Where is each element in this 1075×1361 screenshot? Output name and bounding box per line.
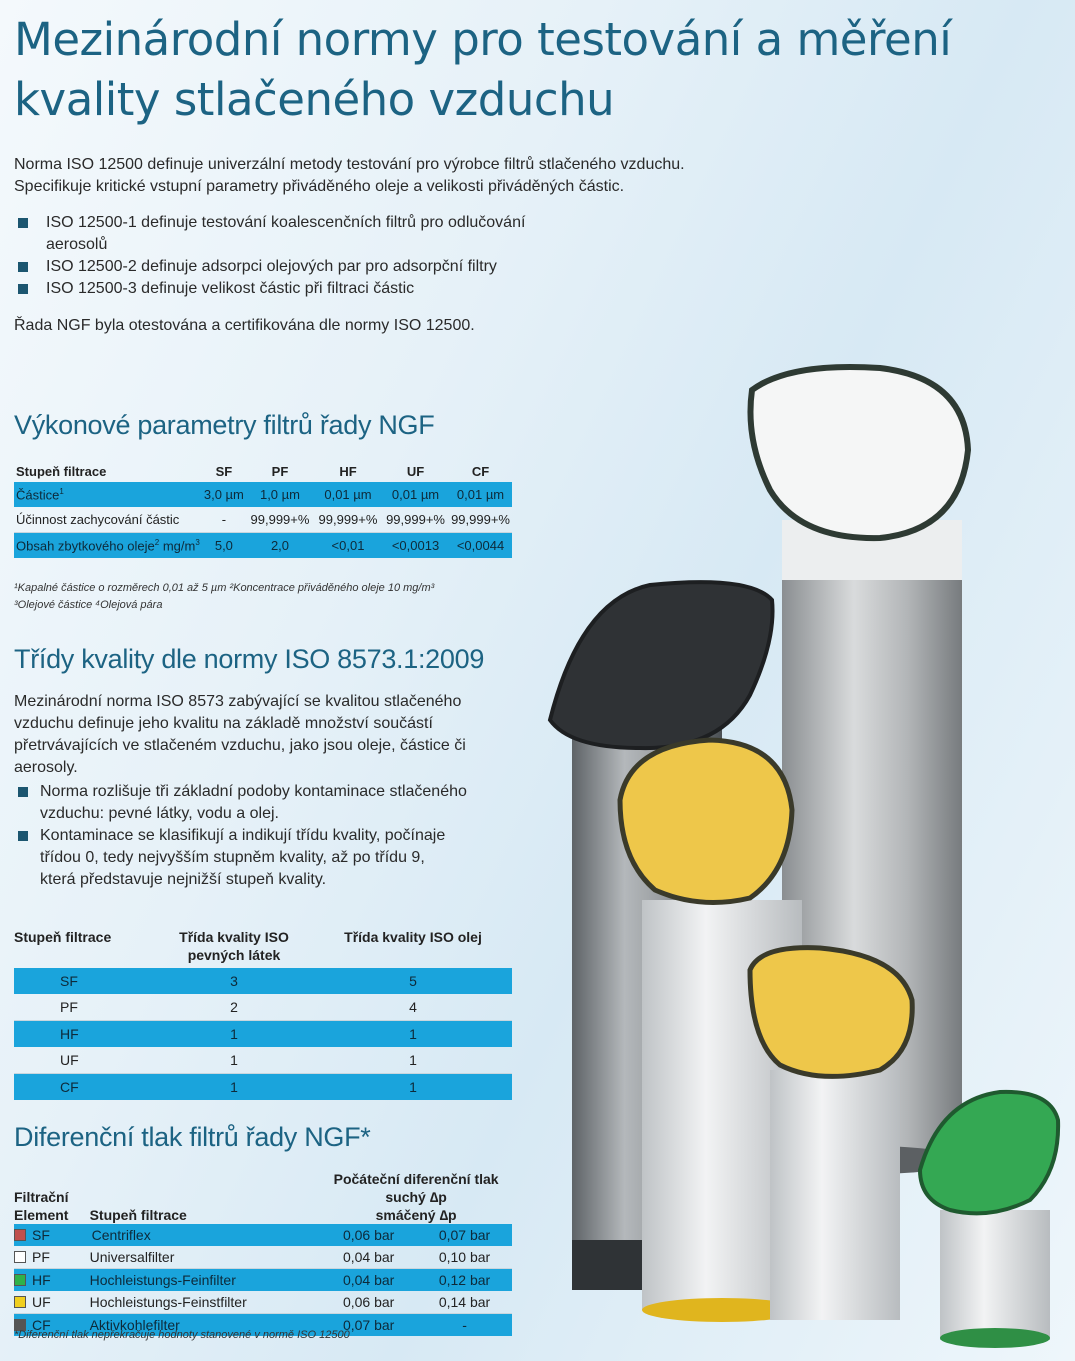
list-item: ISO 12500-2 definuje adsorpci olejových par pro adsorpční filtry bbox=[14, 256, 574, 278]
pressure-table bbox=[14, 1170, 512, 1336]
green-filter bbox=[920, 1092, 1058, 1348]
column-header: CF bbox=[471, 463, 490, 479]
column-header: UF bbox=[406, 463, 425, 479]
intro-line2: Specifikuje kritické vstupní parametry přiváděného oleje a velikosti přiváděných částic. bbox=[14, 178, 625, 195]
column-header: SF bbox=[215, 463, 233, 479]
swatch-icon bbox=[14, 1296, 26, 1308]
bullet-square-icon bbox=[18, 218, 28, 228]
table-cell: 0,01 µm bbox=[449, 482, 512, 507]
column-header: Stupeň filtrace bbox=[89, 1207, 187, 1223]
table-row: PF Universalfilter 0,04 bar 0,10 bar bbox=[14, 1246, 512, 1269]
table-cell: 99,999+% bbox=[382, 507, 449, 533]
column-header: Stupeň filtrace bbox=[14, 929, 112, 945]
row-label: Částice$^1$ bbox=[14, 482, 202, 507]
table-row bbox=[14, 533, 512, 559]
table-header-row bbox=[14, 1170, 512, 1224]
column-header: Stupeň filtrace bbox=[16, 463, 107, 479]
list-item: Kontaminace se klasifikují a indikují třídu kvality, počínaje třídou 0, tedy nejvyšším stupněm kvality, až po třídu 9, která představuje nejnižší stupeň kvality. bbox=[14, 825, 534, 891]
column-header: Třída kvality ISO olej bbox=[344, 929, 482, 945]
performance-table bbox=[14, 460, 512, 558]
bullet-square-icon bbox=[18, 831, 28, 841]
swatch-icon bbox=[14, 1251, 26, 1263]
table-cell: 99,999+% bbox=[246, 507, 314, 533]
table-row: SF 3 5 bbox=[14, 968, 512, 994]
intro-paragraph bbox=[14, 154, 685, 198]
table-header-row bbox=[14, 928, 512, 968]
certification-note: Řada NGF byla otestována a certifikována dle normy ISO 12500. bbox=[14, 317, 475, 334]
iso12500-list bbox=[14, 212, 574, 300]
table-cell: 3,0 µm bbox=[202, 482, 246, 507]
pressure-footnote: *Diferenční tlak nepřekračuje hodnoty stanovené v normě ISO 12500 bbox=[14, 1329, 350, 1341]
pressure-heading: Diferenční tlak filtrů řady NGF* bbox=[14, 1122, 371, 1152]
filter-elements-image bbox=[520, 350, 1075, 1361]
table-cell: 0,01 µm bbox=[314, 482, 382, 507]
column-header: Třída kvality ISO pevných látek bbox=[179, 929, 289, 963]
list-item: ISO 12500-3 definuje velikost částic při filtraci částic bbox=[14, 278, 574, 300]
intro-line1: Norma ISO 12500 definuje univerzální metody testování pro výrobce filtrů stlačeného vzduchu. bbox=[14, 156, 685, 173]
table-cell: 99,999+% bbox=[314, 507, 382, 533]
table-cell: 5,0 bbox=[202, 533, 246, 559]
table-cell: 0,01 µm bbox=[382, 482, 449, 507]
table-cell: <0,0044 bbox=[449, 533, 512, 559]
table-cell: 99,999+% bbox=[449, 507, 512, 533]
column-header: Počáteční diferenční tlak suchý ∆psmáčený ∆p bbox=[333, 1171, 499, 1223]
performance-footnote: ¹Kapalné částice o rozměrech 0,01 až 5 µm ²Koncentrace přiváděného oleje 10 mg/m³ ³Olejové částice ⁴Olejová pára bbox=[14, 582, 435, 611]
table-row: PF 2 4 bbox=[14, 994, 512, 1021]
table-row: HF Hochleistungs-Feinfilter 0,04 bar 0,12 bar bbox=[14, 1269, 512, 1292]
table-cell: <0,01 bbox=[314, 533, 382, 559]
column-header: HF bbox=[339, 463, 357, 479]
table-row: UF 1 1 bbox=[14, 1047, 512, 1074]
bullet-square-icon bbox=[18, 262, 28, 272]
page-title-line1: Mezinárodní normy pro testování a měření bbox=[14, 13, 952, 66]
bullet-square-icon bbox=[18, 787, 28, 797]
page-title bbox=[14, 10, 951, 130]
quality-paragraph: Mezinárodní norma ISO 8573 zabývající se kvalitou stlačeného vzduchu definuje jeho kvalitu na základě množství součástí přetrvávajících ve stlačeném vzduchu, jako jsou oleje, částice či aerosoly. bbox=[14, 693, 466, 776]
table-row bbox=[14, 482, 512, 507]
row-label: Účinnost zachycování částic bbox=[14, 507, 202, 533]
bullet-square-icon bbox=[18, 284, 28, 294]
performance-heading: Výkonové parametry filtrů řady NGF bbox=[14, 410, 435, 440]
table-row: CF 1 1 bbox=[14, 1074, 512, 1101]
table-row: HF 1 1 bbox=[14, 1021, 512, 1048]
table-cell: <0,0013 bbox=[382, 533, 449, 559]
table-row: UF Hochleistungs-Feinstfilter 0,06 bar 0,14 bar bbox=[14, 1291, 512, 1314]
table-cell: - bbox=[202, 507, 246, 533]
column-header: PF bbox=[271, 463, 289, 479]
table-header-row bbox=[14, 460, 512, 482]
list-item: Norma rozlišuje tři základní podoby kontaminace stlačeného vzduchu: pevné látky, vodu a olej. bbox=[14, 781, 534, 825]
yellow-filter-small bbox=[750, 948, 912, 1320]
row-label: Obsah zbytkového oleje$^2$ $mg/m^3$ bbox=[14, 533, 202, 559]
swatch-icon bbox=[14, 1274, 26, 1286]
page-title-line2: kvality stlačeného vzduchu bbox=[14, 73, 615, 126]
quality-table bbox=[14, 928, 512, 1100]
table-cell: 1,0 µm bbox=[246, 482, 314, 507]
swatch-icon bbox=[14, 1229, 26, 1241]
table-cell: 2,0 bbox=[246, 533, 314, 559]
list-item: ISO 12500-1 definuje testování koalescenčních filtrů pro odlučování aerosolů bbox=[14, 212, 574, 256]
quality-heading: Třídy kvality dle normy ISO 8573.1:2009 bbox=[14, 644, 485, 674]
table-row bbox=[14, 507, 512, 533]
column-header: Filtrační Element bbox=[14, 1189, 69, 1223]
table-row: SF Centriflex 0,06 bar 0,07 bar bbox=[14, 1224, 512, 1246]
quality-list bbox=[14, 781, 534, 891]
table-row: CF Aktivkohlefilter 0,07 bar - bbox=[14, 1314, 512, 1337]
